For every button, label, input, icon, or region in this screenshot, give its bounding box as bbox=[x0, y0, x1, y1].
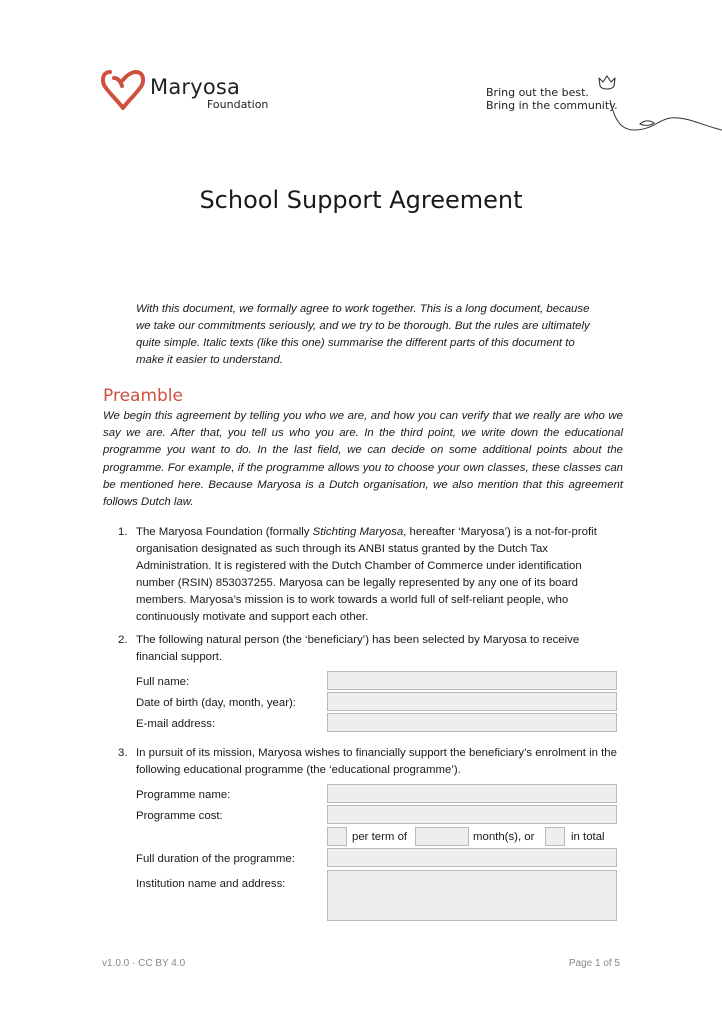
item-text: The following natural person (the ‘beneficiary’) has been selected by Maryosa to receive financial support. bbox=[136, 634, 580, 663]
programme-cost-label: Programme cost: bbox=[136, 810, 223, 822]
tagline-line-1: Bring out the best. bbox=[486, 86, 589, 99]
logo-name: Maryosa bbox=[150, 75, 241, 99]
item-text-part: The Maryosa Foundation (formally bbox=[136, 526, 313, 538]
item-number: 1. bbox=[118, 526, 128, 538]
item-text-italic: Stichting Maryosa bbox=[312, 526, 404, 538]
in-total-label: in total bbox=[571, 831, 605, 843]
institution-field[interactable] bbox=[327, 870, 617, 921]
programme-cost-field[interactable] bbox=[327, 805, 617, 824]
maryosa-heart-icon bbox=[100, 68, 146, 112]
full-duration-label: Full duration of the programme: bbox=[136, 853, 295, 865]
intro-summary: With this document, we formally agree to work together. This is a long document, because we take our commitments seriously, and we try to be thorough. But the rules are ultimately quite simple. Italic texts (like this one) summarise the different parts of this document to make it easier to understand. bbox=[136, 303, 590, 366]
preamble-heading: Preamble bbox=[103, 386, 183, 406]
maryosa-logo bbox=[100, 66, 280, 114]
per-term-of-label: per term of bbox=[352, 831, 408, 843]
in-total-checkbox[interactable] bbox=[545, 827, 565, 846]
email-field[interactable] bbox=[327, 713, 617, 732]
item-number: 2. bbox=[118, 634, 128, 646]
footer-page-number: Page 1 of 5 bbox=[568, 958, 620, 969]
decorative-swoosh bbox=[600, 98, 722, 138]
footer-version: v1.0.0 · CC BY 4.0 bbox=[102, 958, 186, 969]
date-of-birth-field[interactable] bbox=[327, 692, 617, 711]
item-text: In pursuit of its mission, Maryosa wishes to financially support the beneficiary’s enrolment in the following educational programme (the ‘educational programme’). bbox=[136, 747, 617, 776]
full-name-field[interactable] bbox=[327, 671, 617, 690]
full-duration-field[interactable] bbox=[327, 848, 617, 867]
item-number: 3. bbox=[118, 747, 128, 759]
email-label: E-mail address: bbox=[136, 718, 216, 730]
per-term-checkbox[interactable] bbox=[327, 827, 347, 846]
preamble-summary: We begin this agreement by telling you who we are, and how you can verify that we really are who we say we are. After that, you tell us who you are. In the third point, we write down the educational programme you want to do. In the last field, we can decide on some additional points about the programme. For example, if the programme allows you to choose your own classes, these classes can be mentioned here. Because Maryosa is a Dutch organisation, we also mention that this agreement follows Dutch law. bbox=[103, 410, 623, 509]
programme-name-field[interactable] bbox=[327, 784, 617, 803]
full-name-label: Full name: bbox=[136, 676, 190, 688]
date-of-birth-label: Date of birth (day, month, year): bbox=[136, 697, 296, 709]
tagline-line-2: Bring in the community. bbox=[486, 99, 618, 112]
item-text bbox=[136, 524, 619, 626]
months-or-label: month(s), or bbox=[473, 831, 535, 843]
logo-subtitle: Foundation bbox=[207, 98, 269, 111]
document-title: School Support Agreement bbox=[199, 186, 523, 214]
institution-label: Institution name and address: bbox=[136, 878, 286, 890]
programme-name-label: Programme name: bbox=[136, 789, 231, 801]
term-months-field[interactable] bbox=[415, 827, 469, 846]
item-text-part: , hereafter ‘Maryosa’) is a not-for-profit organisation designated as such through its ANBI status granted by the Dutch Tax Administration. It is registered with the Dutch Chamber of Commerce under identification number (RSIN) 853037255. Maryosa can be legally represented by any one of its board members. Maryosa’s mission is to work towards a world full of self-reliant people, who continuously motivate and support each other. bbox=[136, 526, 597, 623]
tulip-icon bbox=[596, 73, 618, 93]
